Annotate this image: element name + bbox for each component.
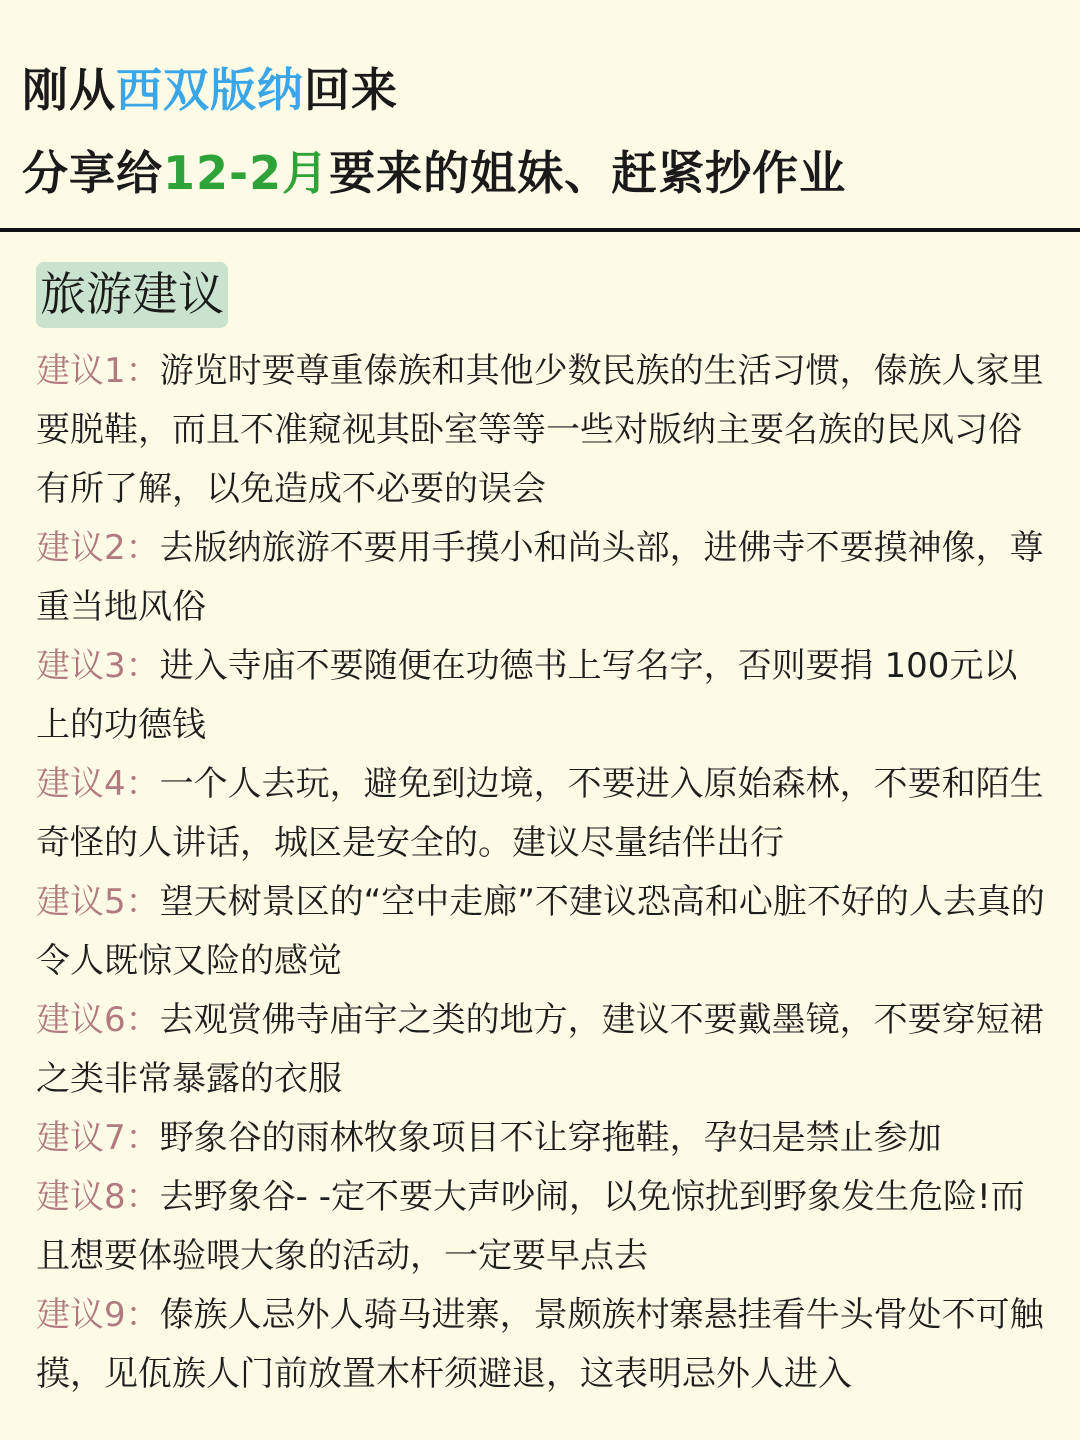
tip-item [36,991,1046,1109]
tip-text: 一个人去玩，避免到边境，不要进入原始森林，不要和陌生奇怪的人讲话，城区是安全的。建议尽量结伴出行 [36,764,1044,863]
tip-label: 建议6： [36,1000,160,1040]
tip-item [36,1109,1046,1168]
title-line-1 [22,60,398,120]
tip-text: 去野象谷- -定不要大声吵闹，以免惊扰到野象发生危险!而且想要体验喂大象的活动，一定要早点去 [36,1177,1025,1276]
tip-text: 进入寺庙不要随便在功德书上写名字，否则要捐 100元以上的功德钱 [36,646,1018,745]
header-divider [0,228,1080,232]
tips-list [36,342,1046,1404]
title-line-2-prefix: 分享给 [22,146,163,200]
title-line-1-prefix: 刚从 [22,63,116,117]
tip-label: 建议5： [36,882,160,922]
tip-text: 去观赏佛寺庙宇之类的地方，建议不要戴墨镜，不要穿短裙之类非常暴露的衣服 [36,1000,1044,1099]
tip-text: 傣族人忌外人骑马进寨，景颇族村寨悬挂看牛头骨处不可触摸，见佤族人门前放置木杆须避退，这表明忌外人进入 [36,1295,1044,1394]
section-heading: 旅游建议 [36,262,228,328]
tip-item [36,1286,1046,1404]
title-line-2 [22,143,846,203]
tip-text: 去版纳旅游不要用手摸小和尚头部，进佛寺不要摸神像，尊重当地风俗 [36,528,1044,627]
tip-label: 建议4： [36,764,160,804]
tip-item [36,755,1046,873]
tip-label: 建议9： [36,1295,160,1335]
header [0,0,1080,230]
tip-label: 建议1： [36,351,160,391]
tip-item [36,873,1046,991]
tip-item [36,637,1046,755]
tip-label: 建议3： [36,646,160,686]
tip-item [36,342,1046,519]
tip-label: 建议7： [36,1118,160,1158]
tip-text: 野象谷的雨林牧象项目不让穿拖鞋，孕妇是禁止参加 [159,1118,942,1158]
title-line-2-highlight: 12-2月 [163,146,330,200]
tip-label: 建议2： [36,528,160,568]
tip-item [36,519,1046,637]
title-line-2-suffix: 要来的姐妹、赶紧抄作业 [329,146,847,200]
tip-text: 游览时要尊重傣族和其他少数民族的生活习惯，傣族人家里要脱鞋，而且不准窥视其卧室等等一些对版纳主要名族的民风习俗有所了解，以免造成不必要的误会 [36,351,1044,509]
title-line-1-suffix: 回来 [304,63,398,117]
tip-text: 望天树景区的“空中走廊”不建议恐高和心脏不好的人去真的令人既惊又险的感觉 [36,882,1045,981]
tip-item [36,1168,1046,1286]
title-line-1-highlight: 西双版纳 [116,63,304,117]
tip-label: 建议8： [36,1177,160,1217]
